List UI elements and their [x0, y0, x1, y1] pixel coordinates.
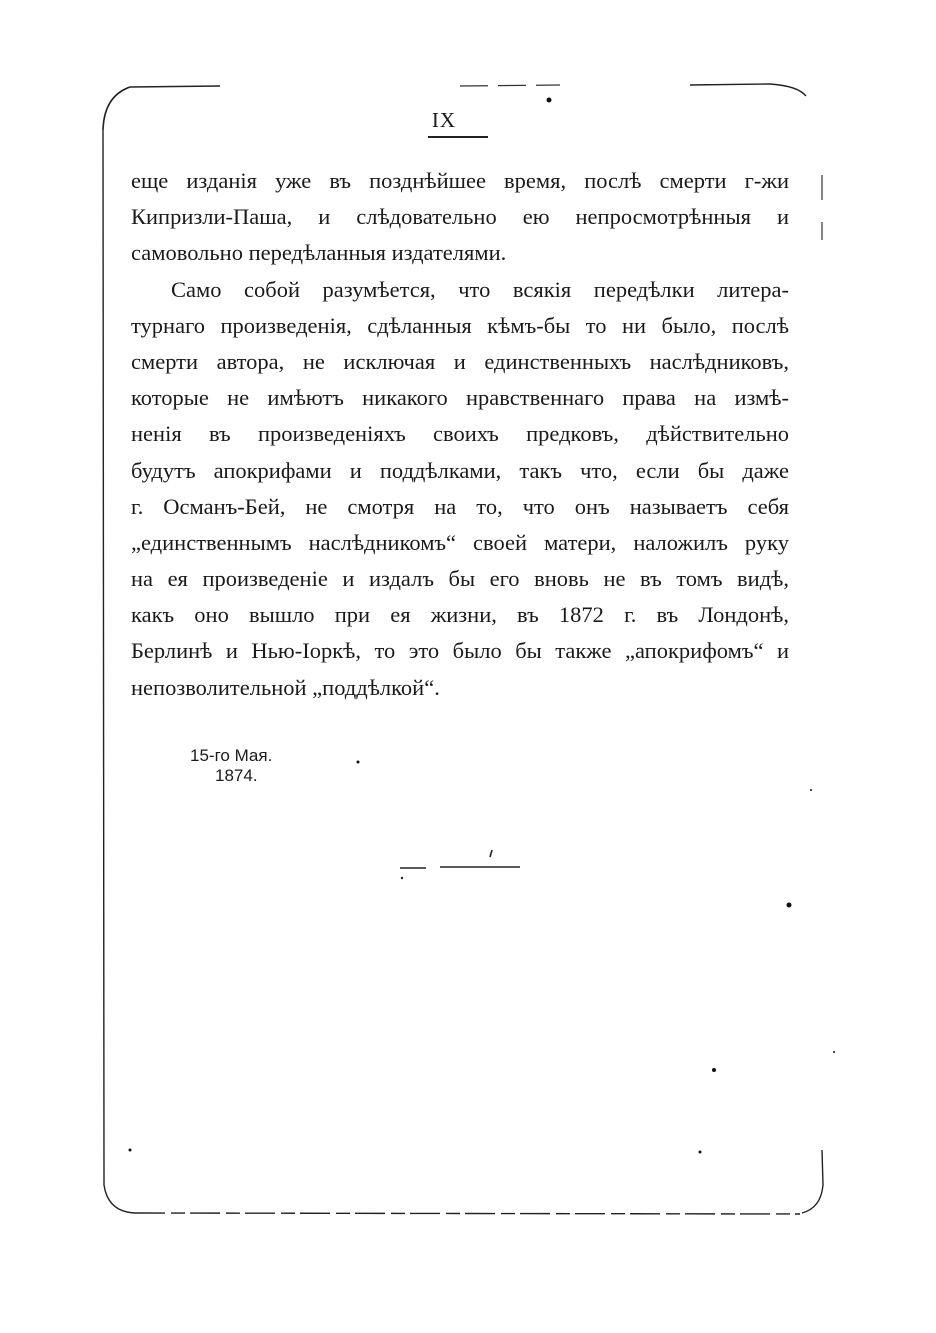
page-number-rule [428, 136, 488, 138]
text-line: которые не имѣютъ никакого нравственнаго права на измѣ- [131, 385, 789, 411]
date-year: 1874. [215, 766, 258, 785]
date-day: 15-го Мая. [190, 746, 273, 765]
text-line: ненія въ произведеніяхъ своихъ предковъ, дѣйствительно [131, 421, 789, 447]
text-line: „единственнымъ наслѣдникомъ“ своей матери, наложилъ руку [131, 529, 789, 555]
text-line: Само собой разумѣется, что всякія передѣлки литера- [171, 276, 789, 302]
text-line: Кипризли-Паша, и слѣдовательно ею непросмотрѣнныя и [131, 204, 789, 230]
text-line: непозволительной „поддѣлкой“. [131, 674, 440, 700]
text-line: смерти автора, не исключая и единственныхъ наслѣдниковъ, [131, 348, 789, 374]
text-line: турнаго произведенія, сдѣланныя кѣмъ-бы то ни было, послѣ [131, 312, 789, 338]
text-line: Берлинѣ и Нью-Іоркѣ, то это было бы также „апокрифомъ“ и [131, 638, 789, 664]
page-number: IX [431, 108, 457, 132]
paragraph-continuation [131, 163, 789, 272]
text-line: какъ оно вышло при ея жизни, въ 1872 г. въ Лондонѣ, [131, 602, 789, 628]
date-block [190, 746, 272, 786]
body-text [131, 163, 789, 706]
text-line: г. Османъ-Бей, не смотря на то, что онъ называетъ себя [131, 493, 789, 519]
text-line: еще изданія уже въ позднѣйшее время, послѣ смерти г-жи [131, 168, 789, 193]
text-line: будутъ апокрифами и поддѣлками, такъ что, если бы даже [131, 457, 789, 483]
text-line: самовольно передѣланныя издателями. [131, 240, 507, 266]
text-line: на ея произведеніе и издалъ бы его вновь не въ томъ видѣ, [131, 566, 789, 592]
paragraph-main [131, 272, 789, 706]
